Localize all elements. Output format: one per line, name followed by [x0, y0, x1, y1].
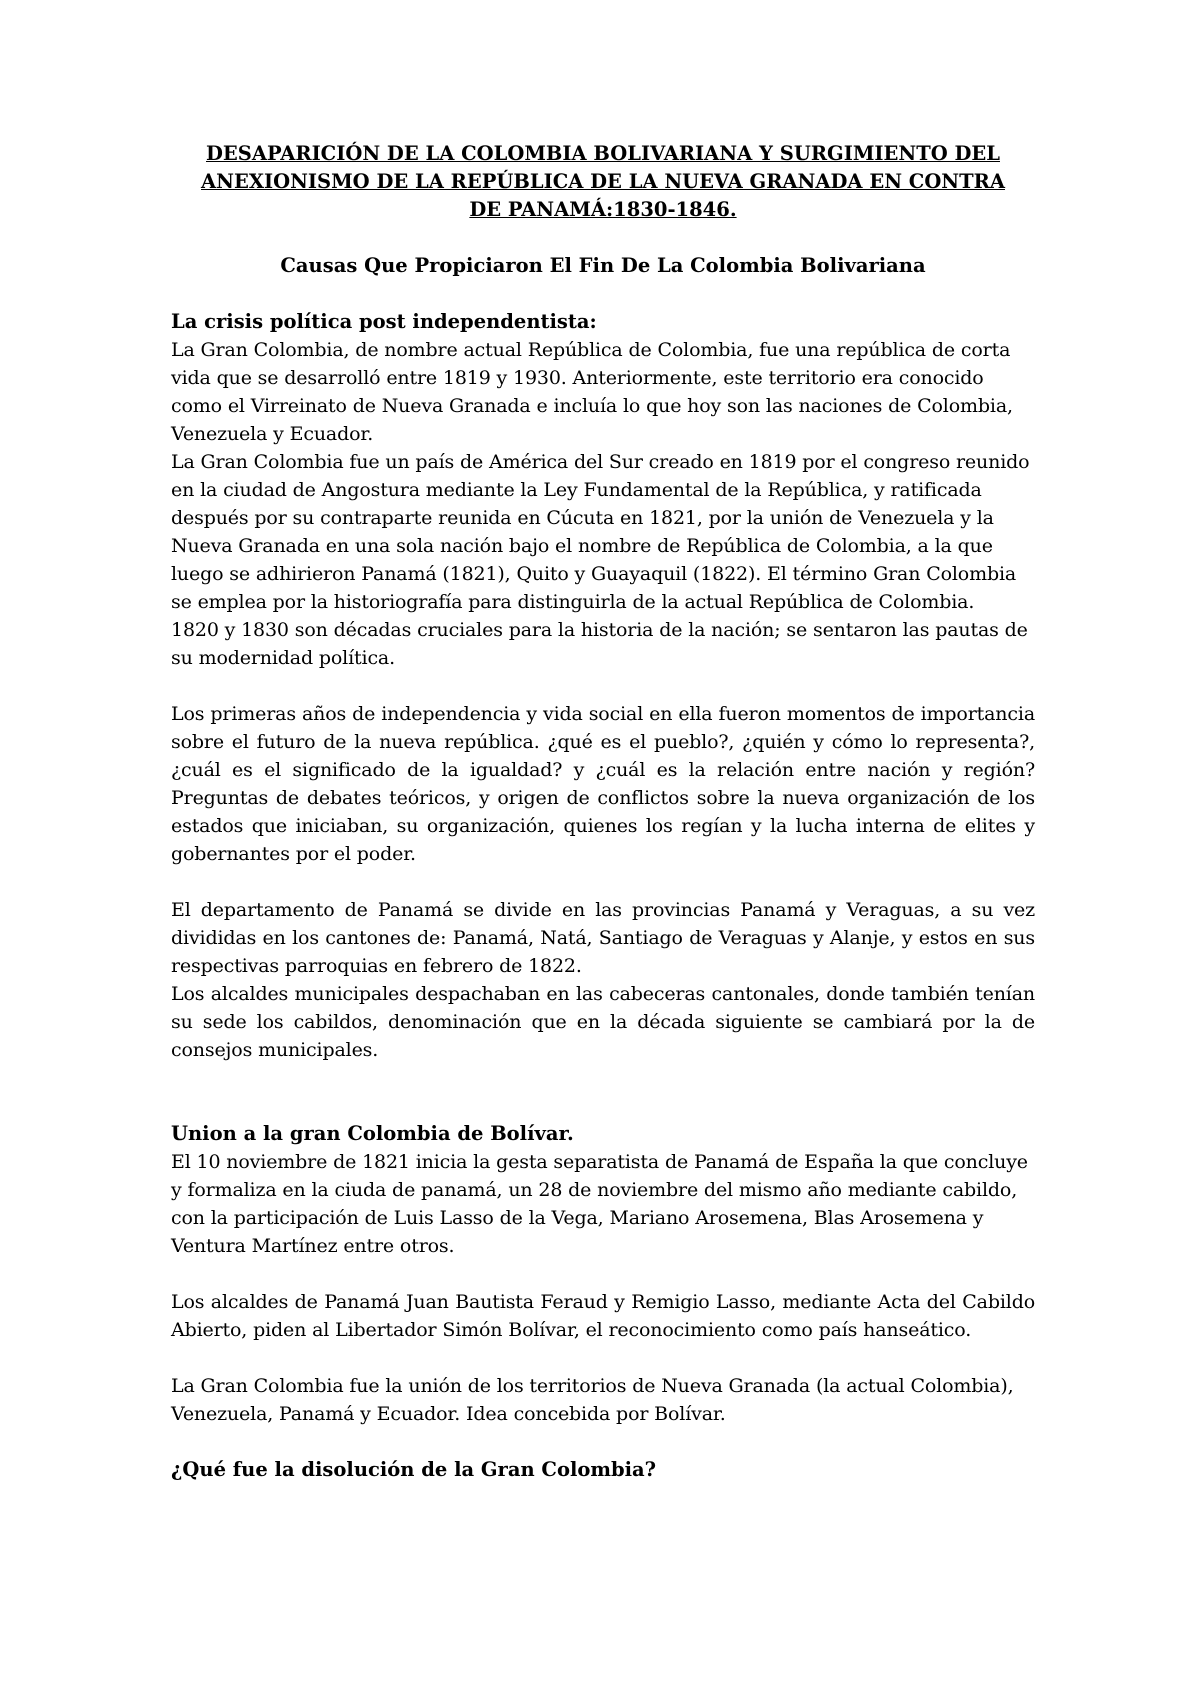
paragraph-gran-colombia-intro: La Gran Colombia, de nombre actual República de Colombia, fue una república de corta vida que se desarrolló entre 1819 y 1930. Anteriormente, este territorio era conocido como el Virreinato de Nueva Granada e incluía lo que hoy son las naciones de Colombia, Venezuela y Ecuador. — [171, 339, 1013, 445]
title-line-2: ANEXIONISMO DE LA REPÚBLICA DE LA NUEVA GRANADA EN CONTRA — [201, 170, 1005, 193]
paragraph-separation: El 10 noviembre de 1821 inicia la gesta separatista de Panamá de España la que concluye y formaliza en la ciuda de panamá, un 28 de noviembre del mismo año mediante cabildo, con la participación de Luis Lasso de la Vega, Mariano Arosemena, Blas Arosemena y Ventura Martínez entre otros. — [171, 1151, 1028, 1257]
section-heading-dissolution: ¿Qué fue la disolución de la Gran Colombia? — [171, 1458, 657, 1481]
document-title — [171, 140, 1035, 224]
paragraph-cabildo: Los alcaldes de Panamá Juan Bautista Feraud y Remigio Lasso, mediante Acta del Cabildo Abierto, piden al Libertador Simón Bolívar, el reconocimiento como país hanseático. — [171, 1291, 1035, 1341]
paragraph-panama-department: El departamento de Panamá se divide en las provincias Panamá y Veraguas, a su vez divididas en los cantones de: Panamá, Natá, Santiago de Veraguas y Alanje, y estos en sus respectivas parroquias en febrero de 1822. — [171, 899, 1035, 977]
paragraph-mayors: Los alcaldes municipales despachaban en las cabeceras cantonales, donde también tenían su sede los cabildos, denominación que en la década siguiente se cambiará por la de consejos municipales. — [171, 983, 1035, 1061]
paragraph-decades: 1820 y 1830 son décadas cruciales para la historia de la nación; se sentaron las pautas de su modernidad política. — [171, 619, 1028, 669]
paragraph-early-years: Los primeras años de independencia y vida social en ella fueron momentos de importancia sobre el futuro de la nueva república. ¿qué es el pueblo?, ¿quién y cómo lo representa?, ¿cuál es el significado de la igualdad? y ¿cuál es la relación entre nación y región? Preguntas de debates teóricos, y origen de conflictos sobre la nueva organización de los estados que iniciaban, su organización, quienes los regían y la lucha interna de elites y gobernantes por el poder. — [171, 703, 1035, 865]
paragraph-gran-colombia-creation: La Gran Colombia fue un país de América del Sur creado en 1819 por el congreso reunido en la ciudad de Angostura mediante la Ley Fundamental de la República, y ratificada después por su contraparte reunida en Cúcuta en 1821, por la unión de Venezuela y la Nueva Granada en una sola nación bajo el nombre de República de Colombia, a la que luego se adhirieron Panamá (1821), Quito y Guayaquil (1822). El término Gran Colombia se emplea por la historiografía para distinguirla de la actual República de Colombia. — [171, 451, 1030, 613]
section-heading-crisis: La crisis política post independentista: — [171, 310, 597, 333]
document-subtitle: Causas Que Propiciaron El Fin De La Colombia Bolivariana — [280, 254, 926, 277]
document-page — [171, 140, 1035, 1484]
paragraph-union-territories: La Gran Colombia fue la unión de los territorios de Nueva Granada (la actual Colombia), Venezuela, Panamá y Ecuador. Idea concebida por Bolívar. — [171, 1375, 1014, 1425]
section-heading-union: Union a la gran Colombia de Bolívar. — [171, 1122, 574, 1145]
title-line-1: DESAPARICIÓN DE LA COLOMBIA BOLIVARIANA Y SURGIMIENTO DEL — [206, 142, 1000, 165]
title-line-3: DE PANAMÁ:1830-1846. — [469, 198, 737, 221]
